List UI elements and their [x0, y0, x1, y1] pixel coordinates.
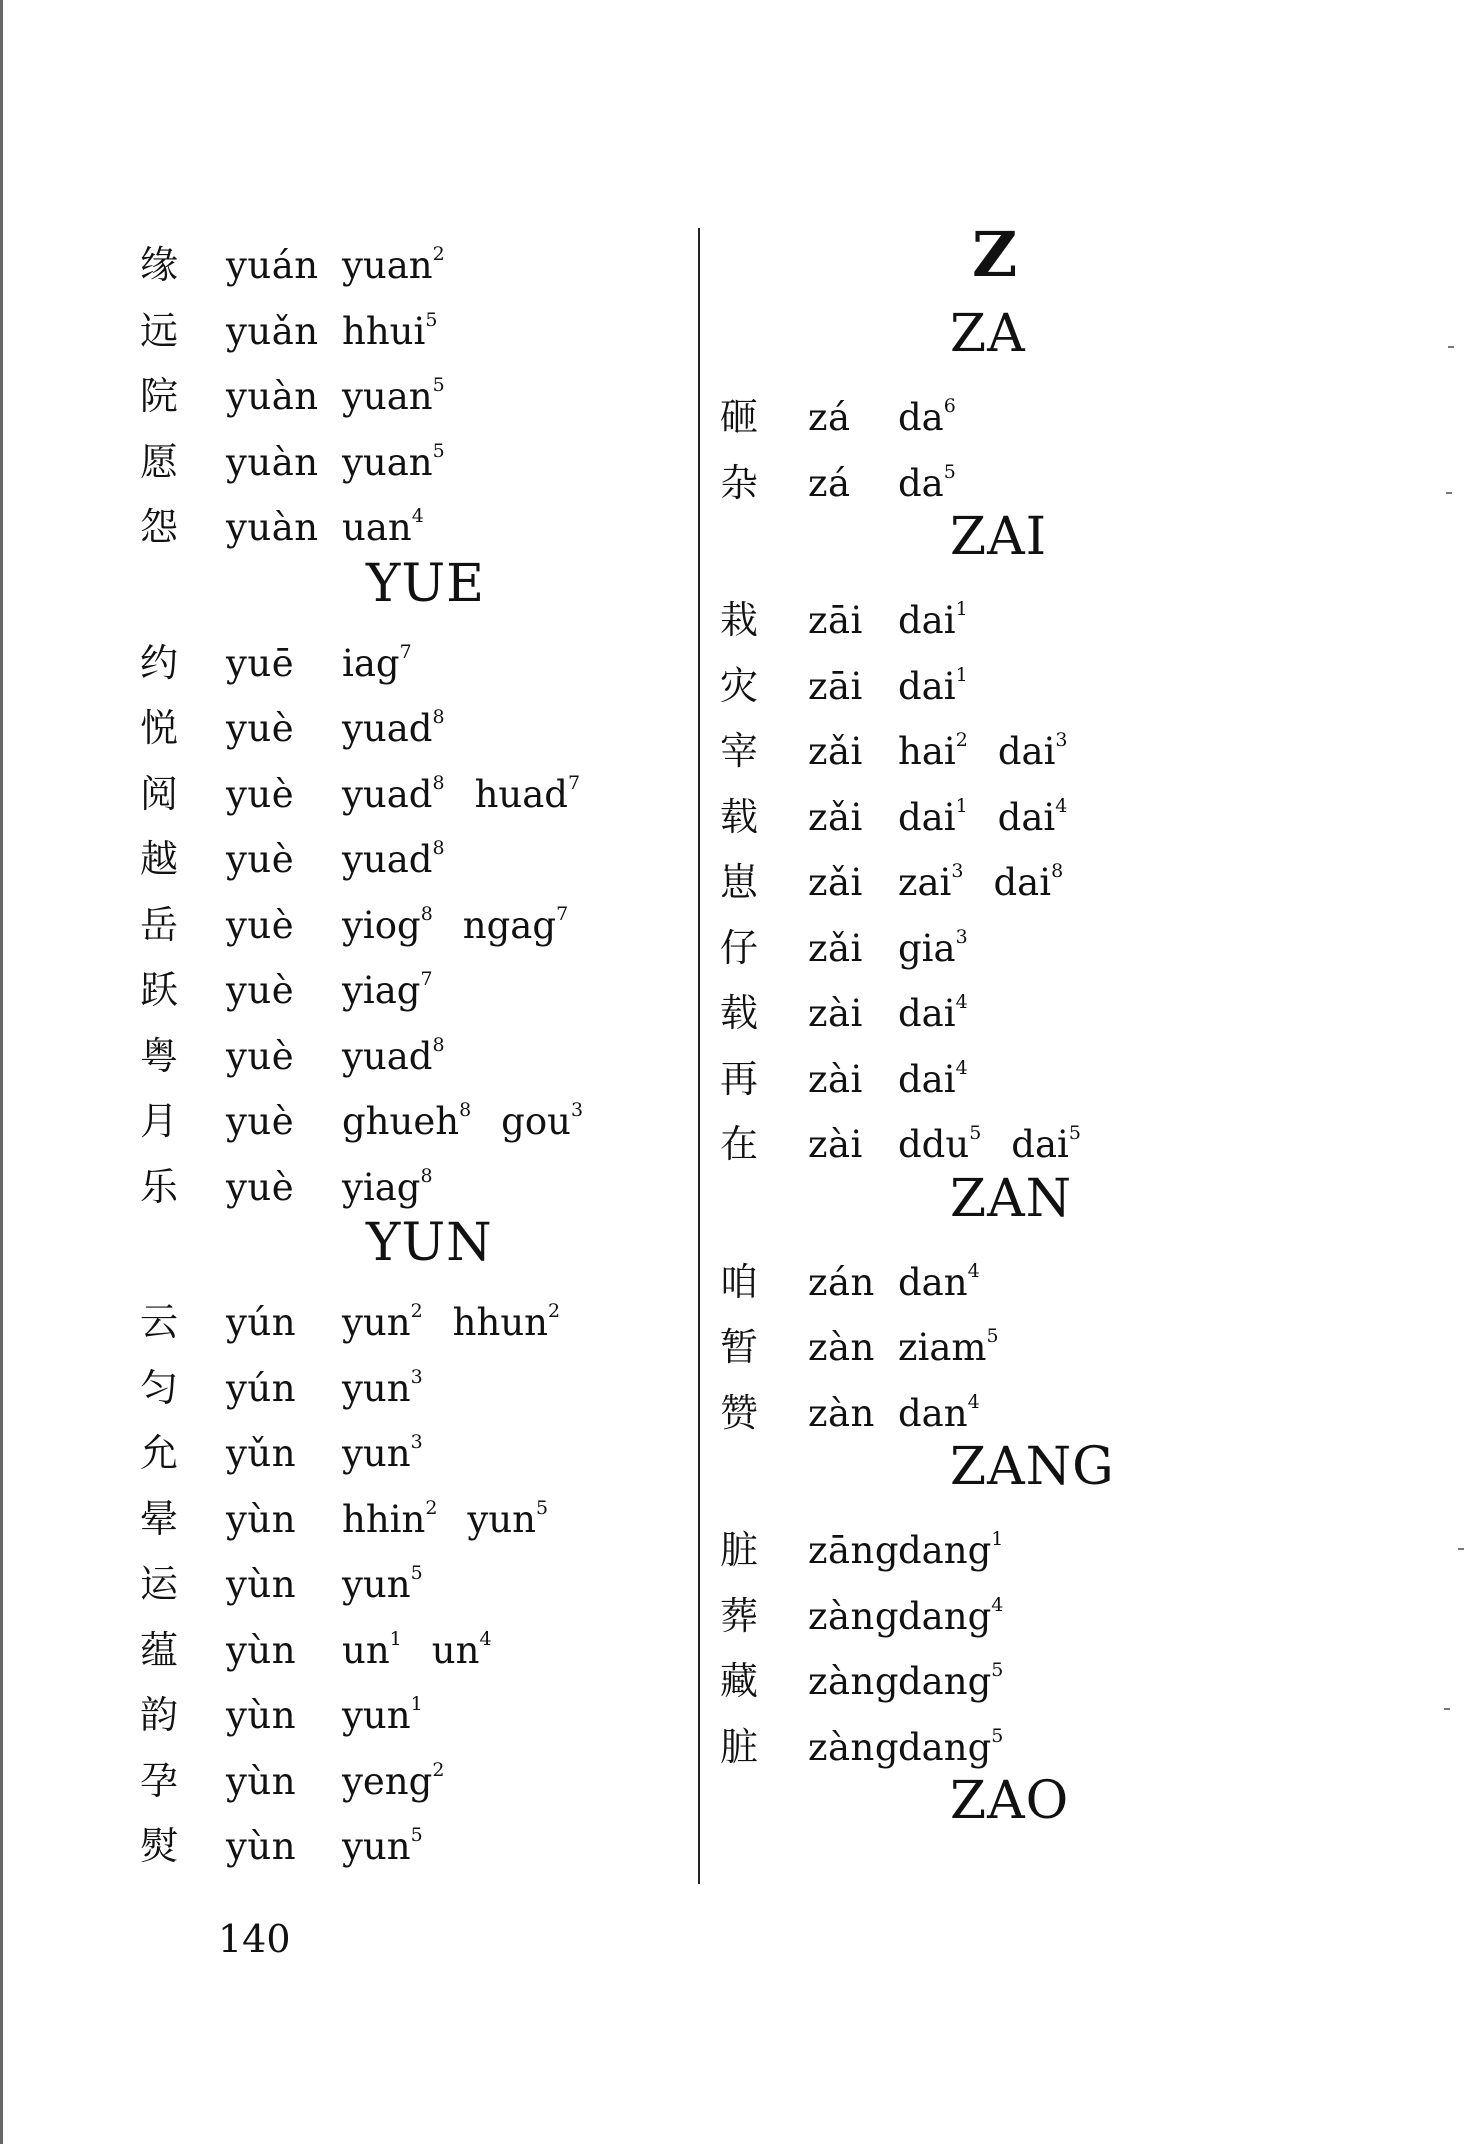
reading-text: dang [898, 1725, 992, 1769]
tone-number: 5 [1068, 1122, 1081, 1144]
reading-text: ghueh [342, 1100, 460, 1143]
reading-text: da [898, 396, 944, 439]
dialect-reading [342, 1562, 423, 1606]
hanzi-character: 乐 [140, 1164, 179, 1209]
hanzi-character: 脏 [720, 1528, 759, 1572]
tone-number: 4 [991, 1593, 1004, 1616]
entry-row [720, 1513, 1033, 1572]
hanzi-character: 匀 [140, 1365, 179, 1410]
hanzi-character: 孕 [140, 1758, 179, 1803]
reading-text: dai [898, 795, 956, 839]
hanzi-character: 栽 [720, 598, 759, 642]
hanzi-character: 蕴 [140, 1627, 179, 1672]
reading-text: hai [898, 730, 956, 773]
entry-row [140, 691, 475, 750]
page-edge [0, 0, 3, 2144]
entry-row [140, 1547, 453, 1606]
dialect-reading [342, 771, 445, 816]
mandarin-pinyin: yuǎn [226, 309, 319, 353]
scan-speck [1458, 1548, 1464, 1550]
entry-row [140, 1744, 474, 1803]
mandarin-pinyin: zàng [808, 1725, 900, 1769]
hanzi-character: 砸 [720, 395, 759, 439]
entry-row [140, 228, 475, 287]
tone-number: 7 [556, 902, 569, 925]
tone-number: 8 [432, 706, 445, 728]
mandarin-pinyin: yùn [226, 1825, 297, 1868]
reading-text: dai [898, 1057, 956, 1101]
dialect-reading [342, 902, 433, 947]
tone-number: 3 [410, 1365, 423, 1388]
entry-row [140, 1613, 522, 1672]
tone-number: 8 [1051, 860, 1064, 882]
reading-text: hhin [342, 1497, 426, 1541]
dialect-reading [898, 1528, 1004, 1572]
entry-row [140, 294, 467, 353]
dialect-reading [342, 1099, 472, 1143]
hanzi-character: 韵 [140, 1693, 179, 1737]
reading-text: dan [898, 1260, 968, 1304]
tone-number: 3 [951, 860, 964, 882]
entry-row [140, 1150, 463, 1209]
mandarin-pinyin: yuàn [226, 506, 319, 549]
entry-row [140, 1084, 613, 1143]
reading-text: yun [342, 1366, 411, 1410]
mandarin-pinyin: zán [808, 1260, 875, 1304]
reading-text: uan [342, 506, 412, 549]
reading-text: yuad [342, 772, 433, 816]
hanzi-character: 咱 [720, 1259, 759, 1304]
tone-number: 4 [955, 991, 968, 1013]
dialect-reading [898, 460, 956, 505]
tone-number: 1 [955, 794, 968, 817]
reading-text: gou [501, 1100, 571, 1143]
reading-text: yun [342, 1563, 411, 1606]
tone-number: 3 [570, 1099, 584, 1121]
tone-number: 4 [967, 1390, 980, 1413]
hanzi-character: 云 [140, 1300, 179, 1344]
reading-text: un [342, 1628, 390, 1672]
reading-text: yun [342, 1825, 411, 1868]
hanzi-character: 粤 [140, 1033, 179, 1078]
dialect-reading [342, 1300, 423, 1344]
dialect-reading [342, 243, 445, 287]
hanzi-character: 约 [140, 640, 179, 685]
entry-row [720, 380, 986, 439]
mandarin-pinyin: zǎi [808, 926, 863, 970]
entry-row [720, 1579, 1033, 1638]
dialect-reading [467, 1496, 549, 1541]
tone-number: 8 [432, 1033, 445, 1056]
dialect-reading [342, 439, 445, 484]
tone-number: 2 [432, 243, 445, 265]
dialect-reading [342, 640, 412, 685]
tone-number: 2 [432, 1758, 445, 1781]
mandarin-pinyin: zài [808, 992, 863, 1035]
tone-number: 4 [955, 1056, 968, 1079]
mandarin-pinyin: zāng [808, 1529, 900, 1572]
tone-number: 5 [432, 374, 445, 396]
entry-row [720, 1310, 1029, 1369]
entry-row [140, 888, 598, 947]
mandarin-pinyin: yùn [226, 1497, 297, 1541]
reading-text: yuan [342, 375, 433, 418]
hanzi-character: 赞 [720, 1390, 759, 1435]
dialect-reading [342, 1164, 433, 1209]
mandarin-pinyin: yuè [226, 903, 295, 947]
dialect-reading [993, 860, 1064, 904]
tone-number: 8 [432, 771, 445, 794]
section-heading: ZAI [950, 507, 1048, 567]
reading-text: yeng [342, 1759, 433, 1803]
dialect-reading [342, 308, 438, 353]
dialect-reading [342, 374, 445, 418]
tone-number: 2 [547, 1300, 561, 1322]
entry-row [140, 359, 475, 418]
hanzi-character: 在 [720, 1122, 759, 1166]
dialect-reading [898, 991, 968, 1035]
tone-number: 2 [410, 1300, 423, 1322]
mandarin-pinyin: yuè [226, 1165, 295, 1209]
entry-row [140, 1482, 578, 1541]
dialect-reading [898, 1724, 1004, 1769]
tone-number: 5 [432, 439, 445, 462]
hanzi-character: 崽 [720, 860, 759, 904]
reading-text: yuan [342, 440, 433, 484]
reading-text: gia [898, 926, 956, 970]
mandarin-pinyin: zǎi [808, 730, 863, 773]
dialect-reading [431, 1627, 492, 1672]
hanzi-character: 仔 [720, 925, 759, 970]
tone-number: 1 [955, 598, 968, 620]
column-divider [698, 228, 700, 1884]
dialect-reading [342, 1365, 423, 1410]
reading-text: yuan [342, 244, 433, 287]
tone-number: 5 [991, 1659, 1004, 1681]
tone-number: 2 [955, 729, 968, 751]
dialect-reading [342, 1496, 438, 1541]
entry-row [140, 1809, 453, 1868]
entry-row [140, 953, 463, 1012]
tone-number: 1 [410, 1693, 423, 1715]
tone-number: 1 [389, 1627, 402, 1650]
reading-text: yun [342, 1694, 411, 1737]
tone-number: 7 [420, 968, 433, 990]
dialect-reading [898, 1122, 982, 1166]
reading-text: dai [898, 992, 956, 1035]
section-heading: ZAN [950, 1168, 1073, 1229]
reading-text: yuad [342, 1034, 433, 1078]
tone-number: 4 [967, 1259, 980, 1282]
hanzi-character: 暂 [720, 1325, 759, 1369]
hanzi-character: 愿 [140, 439, 179, 484]
entry-row [720, 911, 998, 970]
mandarin-pinyin: zá [808, 461, 851, 505]
hanzi-character: 跃 [140, 968, 179, 1012]
dialect-reading [898, 1259, 980, 1304]
dialect-reading [898, 598, 968, 642]
dialect-reading [342, 505, 424, 549]
entry-row [720, 1710, 1033, 1769]
section-heading: YUN [366, 1213, 493, 1273]
hanzi-character: 再 [720, 1056, 759, 1101]
mandarin-pinyin: zá [808, 396, 851, 439]
mandarin-pinyin: yuán [226, 244, 319, 287]
hanzi-character: 藏 [720, 1659, 759, 1703]
mandarin-pinyin: zǎi [808, 861, 863, 904]
reading-text: yun [342, 1432, 411, 1475]
tone-number: 5 [535, 1496, 549, 1519]
dialect-reading [898, 925, 968, 970]
mandarin-pinyin: zài [808, 1123, 863, 1166]
scan-speck [1444, 1708, 1450, 1710]
dialect-reading [501, 1099, 584, 1143]
reading-text: hhun [452, 1301, 548, 1344]
mandarin-pinyin: yuè [226, 1100, 295, 1143]
reading-text: hhui [342, 309, 426, 353]
tone-number: 5 [986, 1325, 999, 1347]
reading-text: dan [898, 1391, 968, 1435]
reading-text: yuad [342, 707, 433, 750]
reading-text: da [898, 461, 944, 505]
dialect-reading [898, 395, 956, 439]
dialect-reading [1011, 1122, 1081, 1166]
entry-row [140, 425, 475, 484]
tone-number: 5 [425, 308, 438, 331]
mandarin-pinyin: yùn [226, 1628, 297, 1672]
dialect-reading [342, 1693, 423, 1737]
reading-text: yiag [342, 969, 421, 1012]
reading-text: iag [342, 641, 400, 685]
hanzi-character: 允 [140, 1431, 179, 1475]
dialect-reading [898, 1390, 980, 1435]
entry-row [140, 757, 610, 816]
tone-number: 5 [943, 460, 956, 483]
dialect-reading [342, 1033, 445, 1078]
dialect-reading [898, 1593, 1004, 1638]
entry-row [720, 1042, 998, 1101]
reading-text: dai [898, 664, 956, 708]
mandarin-pinyin: yuē [226, 641, 295, 685]
dialect-reading [342, 1758, 445, 1803]
dialect-reading [898, 794, 968, 839]
mandarin-pinyin: zāi [808, 664, 863, 708]
dialect-reading [452, 1300, 561, 1344]
entry-row [720, 976, 998, 1035]
tone-number: 8 [420, 902, 433, 925]
mandarin-pinyin: zàng [808, 1594, 900, 1638]
hanzi-character: 晕 [140, 1496, 179, 1541]
reading-text: yuad [342, 838, 433, 881]
section-heading: ZAO [950, 1771, 1070, 1831]
reading-text: yun [342, 1301, 411, 1344]
entry-row [140, 1285, 590, 1344]
entry-row [720, 1376, 1010, 1435]
tone-number: 5 [991, 1724, 1004, 1747]
mandarin-pinyin: yùn [226, 1694, 297, 1737]
reading-text: yun [467, 1497, 536, 1541]
mandarin-pinyin: zǎi [808, 795, 863, 839]
tone-number: 4 [411, 505, 424, 527]
reading-text: ddu [898, 1123, 970, 1166]
section-heading: YUE [366, 553, 486, 614]
hanzi-character: 熨 [140, 1824, 179, 1868]
entry-row [720, 1245, 1010, 1304]
dialect-reading [342, 837, 445, 881]
dialect-reading [898, 663, 968, 708]
tone-number: 8 [420, 1164, 433, 1187]
reading-text: yiog [342, 903, 421, 947]
entry-row [140, 822, 475, 881]
hanzi-character: 葬 [720, 1593, 759, 1638]
reading-text: dang [898, 1660, 992, 1703]
dialect-reading [898, 1056, 968, 1101]
entry-row [720, 583, 998, 642]
tone-number: 3 [1055, 729, 1068, 751]
reading-text: huad [474, 772, 568, 816]
reading-text: dang [898, 1594, 992, 1638]
dialect-reading [342, 706, 445, 750]
hanzi-character: 载 [720, 794, 759, 839]
entry-row [720, 446, 986, 505]
tone-number: 4 [1055, 794, 1068, 817]
hanzi-character: 岳 [140, 902, 179, 947]
dialect-reading [342, 1431, 423, 1475]
tone-number: 6 [943, 395, 956, 417]
hanzi-character: 越 [140, 837, 179, 881]
dialect-reading [898, 729, 968, 773]
mandarin-pinyin: zāi [808, 599, 863, 642]
hanzi-character: 杂 [720, 460, 759, 505]
mandarin-pinyin: zàn [808, 1391, 875, 1435]
reading-text: yiag [342, 1165, 421, 1209]
dialect-reading [342, 968, 433, 1012]
dialect-reading [898, 860, 964, 904]
entry-row [720, 845, 1093, 904]
entry-row [140, 1019, 475, 1078]
entry-row [720, 649, 998, 708]
tone-number: 1 [955, 663, 968, 686]
mandarin-pinyin: yuàn [226, 440, 319, 484]
mandarin-pinyin: yùn [226, 1759, 297, 1803]
hanzi-character: 月 [140, 1099, 179, 1143]
section-letter: Z [972, 218, 1018, 291]
tone-number: 1 [991, 1528, 1004, 1550]
mandarin-pinyin: yǔn [226, 1432, 297, 1475]
mandarin-pinyin: yuè [226, 969, 295, 1012]
mandarin-pinyin: yuè [226, 838, 295, 881]
entry-row [140, 490, 454, 549]
hanzi-character: 怨 [140, 505, 179, 549]
dialect-reading [462, 902, 569, 947]
hanzi-character: 阅 [140, 771, 179, 816]
tone-number: 8 [459, 1099, 472, 1121]
mandarin-pinyin: zài [808, 1057, 863, 1101]
scan-speck [1448, 346, 1454, 348]
reading-text: zai [898, 861, 952, 904]
scan-speck [1446, 492, 1452, 494]
entry-row [140, 626, 442, 685]
entry-row [140, 1678, 453, 1737]
mandarin-pinyin: yuàn [226, 375, 319, 418]
entry-row [720, 780, 1097, 839]
reading-text: ziam [898, 1326, 987, 1369]
mandarin-pinyin: zàn [808, 1326, 875, 1369]
tone-number: 7 [399, 640, 412, 663]
tone-number: 8 [432, 837, 445, 859]
dialect-reading [997, 729, 1068, 773]
section-heading: ZA [950, 304, 1026, 364]
page-number: 140 [218, 1917, 291, 1961]
entry-row [140, 1416, 453, 1475]
dialect-reading [342, 1824, 423, 1868]
reading-text: dang [898, 1529, 992, 1572]
tone-number: 2 [425, 1496, 438, 1519]
reading-text: ngag [462, 903, 557, 947]
reading-text: dai [1011, 1123, 1069, 1166]
entry-row [720, 1644, 1033, 1703]
mandarin-pinyin: yún [226, 1301, 297, 1344]
tone-number: 5 [410, 1562, 423, 1584]
dialect-reading [898, 1325, 999, 1369]
mandarin-pinyin: yùn [226, 1563, 297, 1606]
hanzi-character: 运 [140, 1562, 179, 1606]
dialect-reading [898, 1659, 1004, 1703]
mandarin-pinyin: zàng [808, 1660, 900, 1703]
entry-row [720, 714, 1098, 773]
hanzi-character: 灾 [720, 663, 759, 708]
entry-row [720, 1107, 1111, 1166]
hanzi-character: 远 [140, 308, 179, 353]
dialect-reading [342, 1627, 402, 1672]
section-heading: ZANG [950, 1437, 1115, 1497]
hanzi-character: 载 [720, 991, 759, 1035]
tone-number: 5 [410, 1824, 423, 1846]
entry-row [140, 1351, 453, 1410]
mandarin-pinyin: yuè [226, 707, 295, 750]
reading-text: dai [898, 599, 956, 642]
reading-text: dai [997, 730, 1056, 773]
tone-number: 3 [955, 925, 968, 948]
reading-text: dai [997, 795, 1056, 839]
hanzi-character: 院 [140, 374, 179, 418]
dialect-reading [474, 771, 581, 816]
hanzi-character: 悦 [140, 706, 179, 750]
mandarin-pinyin: yuè [226, 772, 295, 816]
hanzi-character: 宰 [720, 729, 759, 773]
reading-text: dai [993, 861, 1052, 904]
tone-number: 5 [969, 1122, 982, 1144]
reading-text: un [431, 1628, 480, 1672]
mandarin-pinyin: yún [226, 1366, 297, 1410]
mandarin-pinyin: yuè [226, 1034, 295, 1078]
tone-number: 7 [567, 771, 581, 794]
hanzi-character: 缘 [140, 243, 179, 287]
tone-number: 3 [410, 1431, 423, 1453]
dialect-reading [997, 794, 1068, 839]
hanzi-character: 脏 [720, 1724, 759, 1769]
tone-number: 4 [479, 1627, 492, 1650]
